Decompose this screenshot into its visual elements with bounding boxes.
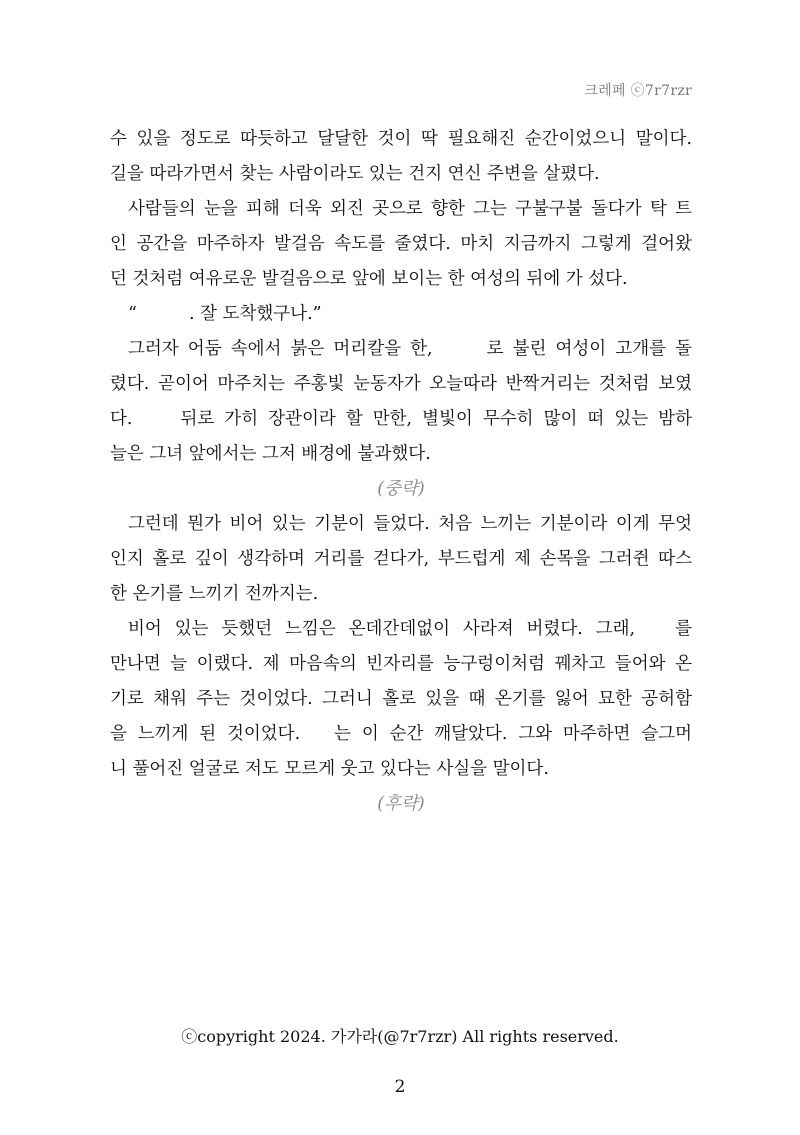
text-segment: 는 이 순간 깨달았다. 그와 마주하면 슬그머	[334, 724, 692, 744]
text-line: 기로 채워 주는 것이었다. 그러니 홀로 있을 때 온기를 잃어 묘한 공허함	[110, 689, 692, 709]
omission-marker: (중략)	[377, 479, 425, 499]
body-text	[110, 128, 692, 828]
text-line: 만나면 늘 이랬다. 제 마음속의 빈자리를 능구렁이처럼 꿰차고 들어와 온	[110, 654, 692, 674]
page-number: 2	[394, 1077, 406, 1097]
text-line: 니 풀어진 얼굴로 저도 모르게 웃고 있다는 사실을 말이다.	[110, 759, 549, 779]
text-segment: 비어 있는 듯했던 느낌은 온데간데없이 사라져 버렸다. 그래,	[128, 619, 636, 639]
text-line: 수 있을 정도로 따듯하고 달달한 것이 딱 필요해진 순간이었으니 말이다.	[110, 129, 692, 149]
page-header: 크레페 ⓒ7r7rzr	[584, 83, 692, 99]
copyright-footer: ⓒcopyright 2024. 가가라(@7r7rzr) All rights reserved.	[181, 1027, 619, 1046]
text-line	[110, 338, 692, 361]
text-line	[110, 408, 692, 431]
text-segment: 그러자 어둠 속에서 붉은 머리칼을 한,	[128, 339, 433, 359]
text-line: 던 것처럼 여유로운 발걸음으로 앞에 보이는 한 여성의 뒤에 가 섰다.	[110, 269, 628, 289]
text-segment: 를	[675, 619, 692, 639]
text-line: 늘은 그녀 앞에서는 그저 배경에 불과했다.	[110, 444, 431, 464]
text-line: 길을 따라가면서 찾는 사람이라도 있는 건지 연신 주변을 살폈다.	[110, 164, 600, 184]
quote-open: “	[128, 304, 137, 324]
text-line	[110, 723, 692, 746]
text-segment: 을 느끼게 된 것이었다.	[110, 724, 301, 744]
text-line: 한 온기를 느끼기 전까지는.	[110, 584, 319, 604]
text-segment: 다.	[110, 409, 133, 429]
text-segment: 로 불린 여성이 고개를 돌	[486, 339, 692, 359]
text-line: 렸다. 곧이어 마주치는 주홍빛 눈동자가 오늘따라 반짝거리는 것처럼 보였	[110, 374, 692, 394]
text-line	[110, 618, 692, 641]
text-line: 인 공간을 마주하자 발걸음 속도를 줄였다. 마치 지금까지 그렇게 걸어왔	[110, 234, 692, 254]
text-line: 사람들의 눈을 피해 더욱 외진 곳으로 향한 그는 구불구불 돌다가 탁 트	[128, 199, 692, 219]
dialogue-line	[110, 303, 692, 326]
text-line: 그런데 뭔가 비어 있는 기분이 들었다. 처음 느끼는 기분이라 이게 무엇	[128, 514, 692, 534]
text-segment: 뒤로 가히 장관이라 할 만한, 별빛이 무수히 많이 떠 있는 밤하	[180, 409, 692, 429]
quote-rest: . 잘 도착했구나.”	[188, 304, 322, 324]
omission-marker: (후략)	[377, 794, 425, 814]
text-line: 인지 홀로 깊이 생각하며 거리를 걷다가, 부드럽게 제 손목을 그러쥔 따스	[110, 549, 692, 569]
